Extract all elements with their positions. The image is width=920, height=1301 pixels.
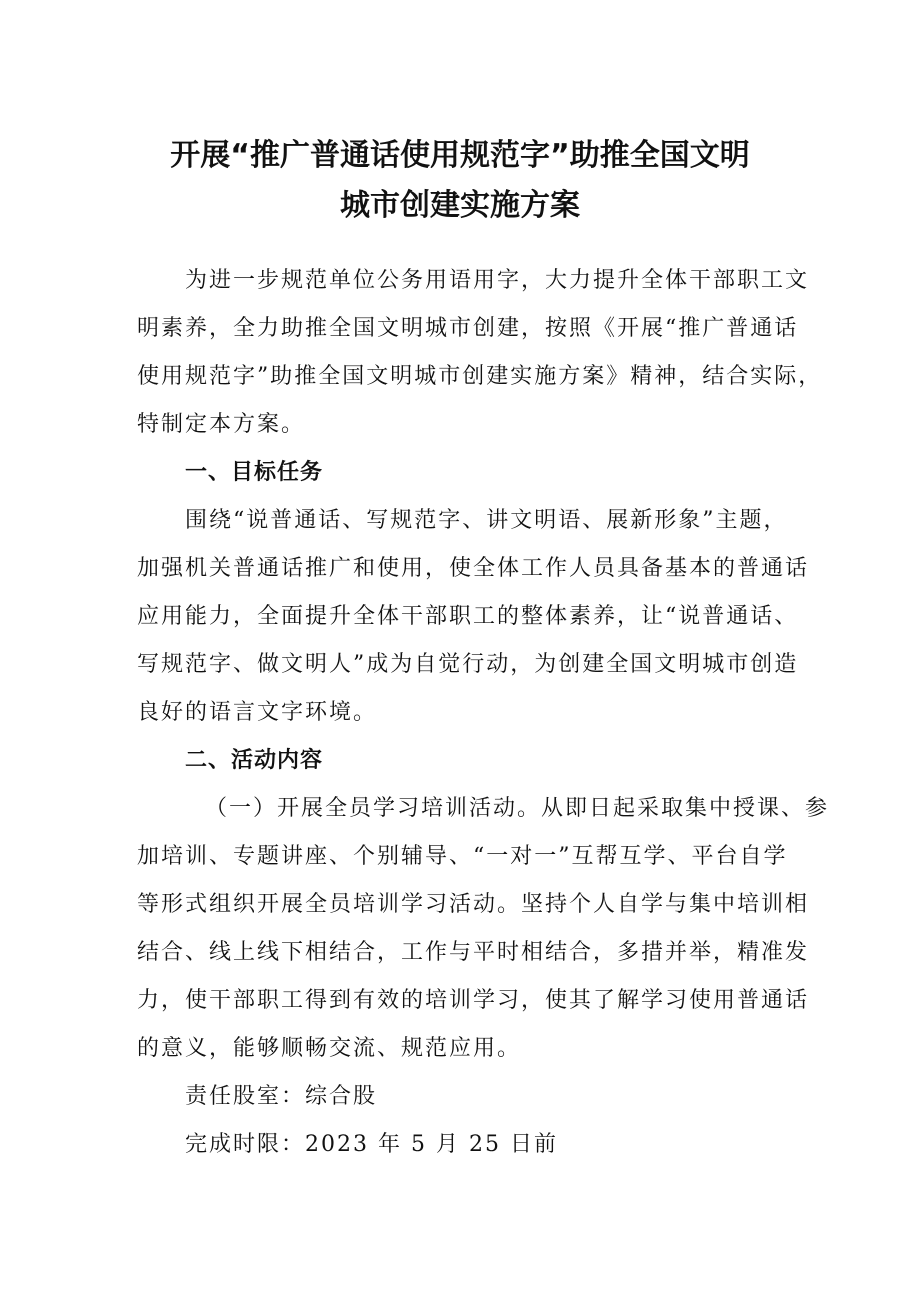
document-title-line-2: 城市创建实施方案 bbox=[340, 188, 580, 223]
section2-line: 力，使干部职工得到有效的培训学习，使其了解学习使用普通话 bbox=[137, 988, 810, 1013]
section2-line: （一）开展全员学习培训活动。从即日起采取集中授课、参 bbox=[205, 796, 830, 821]
section-heading-activities: 二、活动内容 bbox=[185, 748, 324, 773]
intro-line: 特制定本方案。 bbox=[137, 412, 306, 437]
section2-line: 的意义，能够顺畅交流、规范应用。 bbox=[137, 1036, 522, 1061]
section2-line: 加培训、专题讲座、个别辅导、“一对一”互帮互学、平台自学 bbox=[137, 844, 788, 869]
document-title-line-1: 开展“推广普通话使用规范字”助推全国文明 bbox=[170, 138, 750, 173]
intro-line: 为进一步规范单位公务用语用字，大力提升全体干部职工文 bbox=[185, 268, 810, 293]
section1-line: 良好的语言文字环境。 bbox=[137, 700, 378, 725]
section1-line: 加强机关普通话推广和使用，使全体工作人员具备基本的普通话 bbox=[137, 556, 810, 581]
section2-line: 结合、线上线下相结合，工作与平时相结合，多措并举，精准发 bbox=[137, 940, 810, 965]
deadline: 完成时限：2023 年 5 月 25 日前 bbox=[185, 1132, 558, 1157]
intro-line: 使用规范字”助推全国文明城市创建实施方案》精神，结合实际， bbox=[137, 364, 823, 389]
intro-line: 明素养，全力助推全国文明城市创建，按照《开展“推广普通话 bbox=[137, 316, 799, 341]
section1-line: 应用能力，全面提升全体干部职工的整体素养，让“说普通话、 bbox=[137, 604, 799, 629]
section-heading-goals: 一、目标任务 bbox=[185, 460, 324, 485]
section2-line: 等形式组织开展全员培训学习活动。坚持个人自学与集中培训相 bbox=[137, 892, 810, 917]
section1-line: 写规范字、做文明人”成为自觉行动，为创建全国文明城市创造 bbox=[137, 652, 799, 677]
responsible-department: 责任股室：综合股 bbox=[185, 1084, 378, 1109]
section1-line: 围绕“说普通话、写规范字、讲文明语、展新形象”主题， bbox=[185, 508, 788, 533]
